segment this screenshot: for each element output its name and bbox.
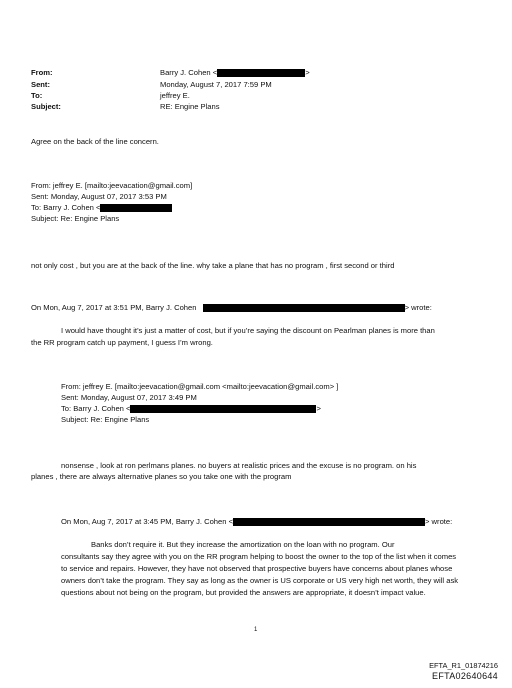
attribution-suffix: > wrote: bbox=[425, 517, 453, 526]
quote1-to-text: To: Barry J. Cohen < bbox=[31, 203, 101, 212]
message-text: I would have thought it’s just a matter of cost, but if you’re saying the discount on Pearlman planes is more than bbox=[61, 326, 435, 335]
page-number: 1 bbox=[254, 627, 258, 633]
subject-label: Subject: bbox=[31, 102, 61, 111]
message-text: the RR program catch up payment, I guess I’m wrong. bbox=[31, 338, 213, 347]
message-text: questions about not being on the program, but provided the answers are appropriate, it doesn’t impact value. bbox=[61, 588, 426, 597]
attribution-line bbox=[31, 303, 432, 313]
message-text: consultants say they agree with you on the RR program helping to boost the owner to the top of the list when it comes bbox=[61, 552, 457, 561]
redaction-bar bbox=[130, 405, 316, 413]
attribution-suffix: > wrote: bbox=[404, 303, 432, 312]
reply-text: Agree on the back of the line concern. bbox=[31, 137, 159, 146]
subject-value: RE: Engine Plans bbox=[160, 102, 220, 111]
quote1-to bbox=[31, 203, 172, 213]
redaction-bar bbox=[100, 204, 172, 212]
quote2-to-text: To: Barry J. Cohen < bbox=[61, 404, 131, 413]
attribution-prefix: On Mon, Aug 7, 2017 at 3:51 PM, Barry J. Cohen bbox=[31, 303, 197, 312]
quote1-from: From: jeffrey E. [mailto:jeevacation@gmail.com] bbox=[31, 181, 193, 190]
to-label: To: bbox=[31, 91, 43, 100]
quote2-to-tail: > bbox=[316, 404, 321, 413]
sent-value: Monday, August 7, 2017 7:59 PM bbox=[160, 80, 272, 89]
message-text: to service and repairs. However, they have not observed that prospective buyers have concerns about planes whose bbox=[61, 564, 453, 573]
redaction-bar bbox=[233, 518, 425, 526]
from-label: From: bbox=[31, 68, 53, 77]
quote2-subject: Subject: Re: Engine Plans bbox=[61, 415, 150, 424]
from-sender: Barry J. Cohen < bbox=[160, 68, 218, 77]
redaction-bar bbox=[203, 304, 405, 312]
redaction-bar bbox=[217, 69, 305, 77]
quote2-sent: Sent: Monday, August 07, 2017 3:49 PM bbox=[61, 393, 197, 402]
message-text: Banks don’t require it. But they increase the amortization on the loan with no program. Our bbox=[91, 540, 395, 549]
message-text: not only cost , but you are at the back of the line. why take a plane that has no program , first second or third bbox=[31, 261, 395, 270]
sent-label: Sent: bbox=[31, 80, 50, 89]
bates-number-1: EFTA_R1_01874216 bbox=[429, 661, 498, 670]
message-text: nonsense , look at ron perlmans planes. no buyers at realistic prices and the excuse is no program. on his bbox=[61, 461, 417, 470]
to-value: jeffrey E. bbox=[160, 91, 190, 100]
message-text: owners don’t take the program. They say as long as the owner is US corporate or US very high net worth, they will ask bbox=[61, 576, 459, 585]
attribution-prefix: On Mon, Aug 7, 2017 at 3:45 PM, Barry J. Cohen < bbox=[61, 517, 234, 526]
attribution-line bbox=[61, 517, 452, 527]
quote2-to bbox=[61, 404, 321, 414]
message-text: planes , there are always alternative planes so you take one with the program bbox=[31, 472, 292, 481]
quote1-sent: Sent: Monday, August 07, 2017 3:53 PM bbox=[31, 192, 167, 201]
from-tail: > bbox=[305, 68, 310, 77]
from-value bbox=[160, 68, 310, 78]
quote1-subject: Subject: Re: Engine Plans bbox=[31, 214, 120, 223]
bates-number-2: EFTA02640644 bbox=[432, 671, 498, 681]
quote2-from: From: jeffrey E. [mailto:jeevacation@gmail.com <mailto:jeevacation@gmail.com> ] bbox=[61, 382, 339, 391]
